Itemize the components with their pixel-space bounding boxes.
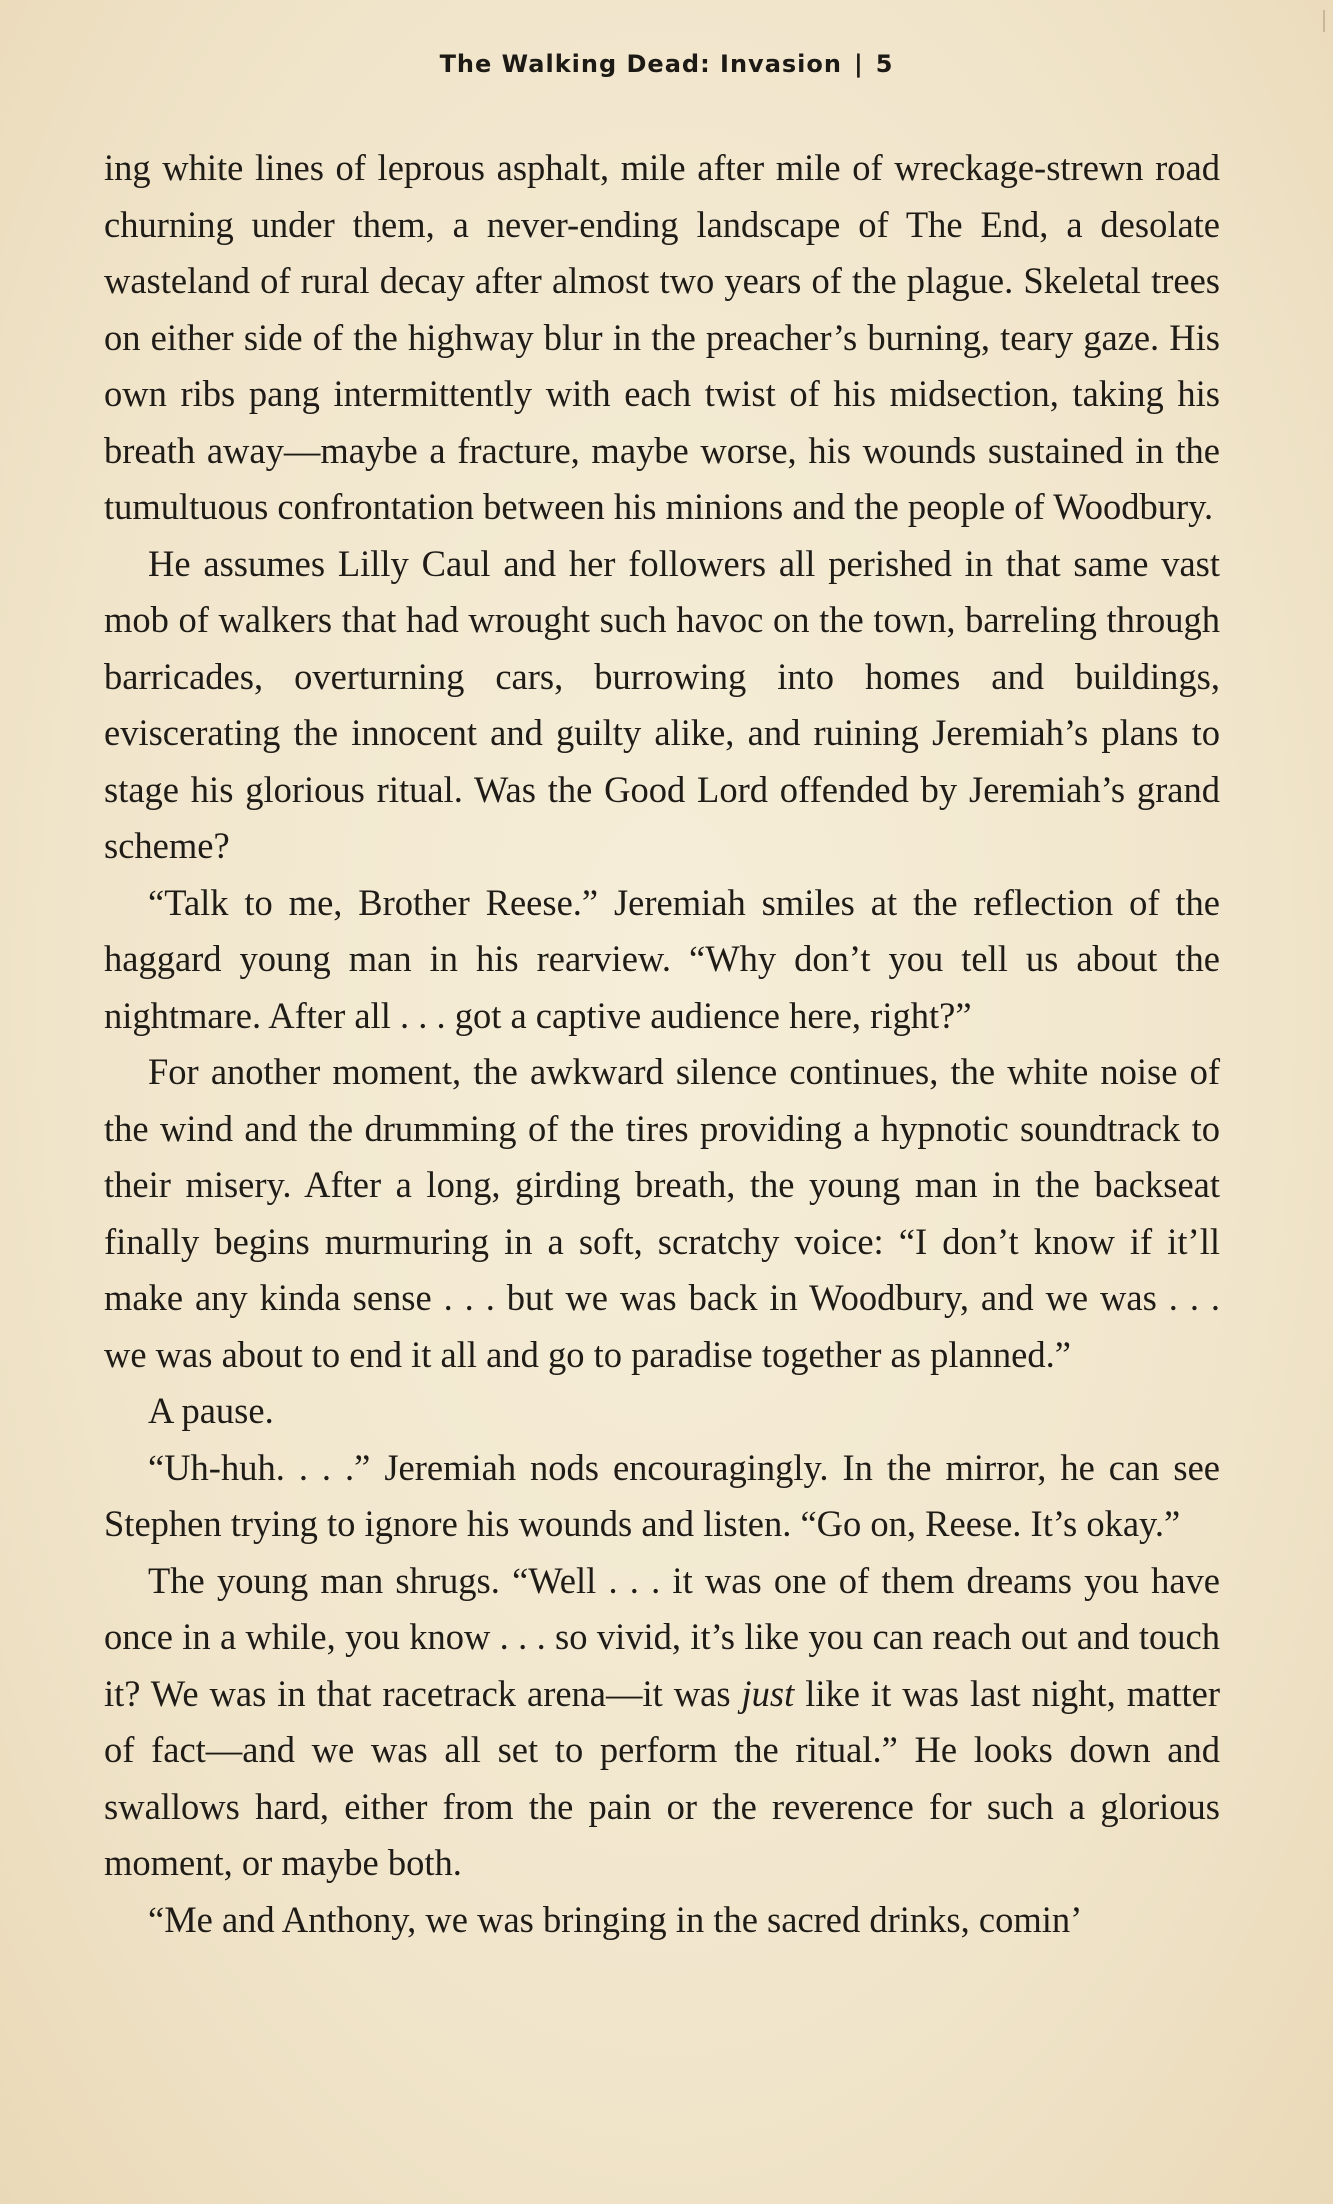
paragraph-text: The young man shrugs. “Well . . . it was one of them dreams you have once in a while, you know . . . so vivid, it’s like you can reach out and touch it? We was in that racetrack arena—it was bbox=[104, 1559, 1220, 1714]
page-edge-mark bbox=[1323, 10, 1325, 32]
emphasized-word: just bbox=[741, 1672, 795, 1714]
paragraph bbox=[104, 875, 1220, 1045]
paragraph bbox=[104, 140, 1220, 536]
paragraph-text: A pause. bbox=[148, 1390, 274, 1431]
paragraph-text: “Uh-huh. . . .” Jeremiah nods encouragingly. In the mirror, he can see Stephen trying to ignore his wounds and listen. “Go on, Reese. It’s okay.” bbox=[104, 1446, 1220, 1544]
paragraph bbox=[104, 1892, 1220, 1949]
paragraph-text: “Me and Anthony, we was bringing in the sacred drinks, comin’ bbox=[148, 1898, 1083, 1940]
paragraph-text: ing white lines of leprous asphalt, mile after mile of wreckage-strewn road churning under them, a never-ending landscape of The End, a desolate wasteland of rural decay after almost two years of the plague. Skeletal trees on either side of the highway blur in the preacher’s burning, teary gaze. His own ribs pang intermittently with each twist of his midsection, taking his breath away—maybe a fracture, maybe worse, his wounds sustained in the tumultuous confrontation between his minions and the people of Woodbury. bbox=[104, 147, 1220, 527]
running-head bbox=[0, 50, 1333, 78]
page-number: 5 bbox=[875, 50, 894, 78]
header-separator: | bbox=[853, 50, 864, 78]
paragraph bbox=[104, 1383, 1220, 1440]
paragraph bbox=[104, 1553, 1220, 1892]
book-title: The Walking Dead: Invasion bbox=[439, 50, 842, 78]
paragraph-text: He assumes Lilly Caul and her followers all perished in that same vast mob of walkers that had wrought such havoc on the town, barreling through barricades, overturning cars, burrowing into homes and buildings, eviscerating the innocent and guilty alike, and ruining Jeremiah’s plans to stage his glorious ritual. Was the Good Lord offended by Jeremiah’s grand scheme? bbox=[104, 542, 1220, 866]
body-text bbox=[104, 140, 1220, 1948]
paragraph-text: “Talk to me, Brother Reese.” Jeremiah smiles at the reflection of the haggard young man in his rearview. “Why don’t you tell us about the nightmare. After all . . . got a captive audience here, right?” bbox=[104, 881, 1220, 1036]
paragraph bbox=[104, 536, 1220, 875]
paragraph-text: For another moment, the awkward silence continues, the white noise of the wind and the drumming of the tires providing a hypnotic soundtrack to their misery. After a long, girding breath, the young man in the backseat finally begins murmuring in a soft, scratchy voice: “I don’t know if it’ll make any kinda sense . . . but we was back in Woodbury, and we was . . . we was about to end it all and go to paradise together as planned.” bbox=[104, 1051, 1220, 1375]
paragraph bbox=[104, 1440, 1220, 1553]
paragraph bbox=[104, 1044, 1220, 1383]
paragraph-text: like it was last night, matter of fact—and we was all set to perform the ritual.” He looks down and swallows hard, either from the pain or the reverence for such a glorious moment, or maybe both. bbox=[104, 1672, 1220, 1883]
